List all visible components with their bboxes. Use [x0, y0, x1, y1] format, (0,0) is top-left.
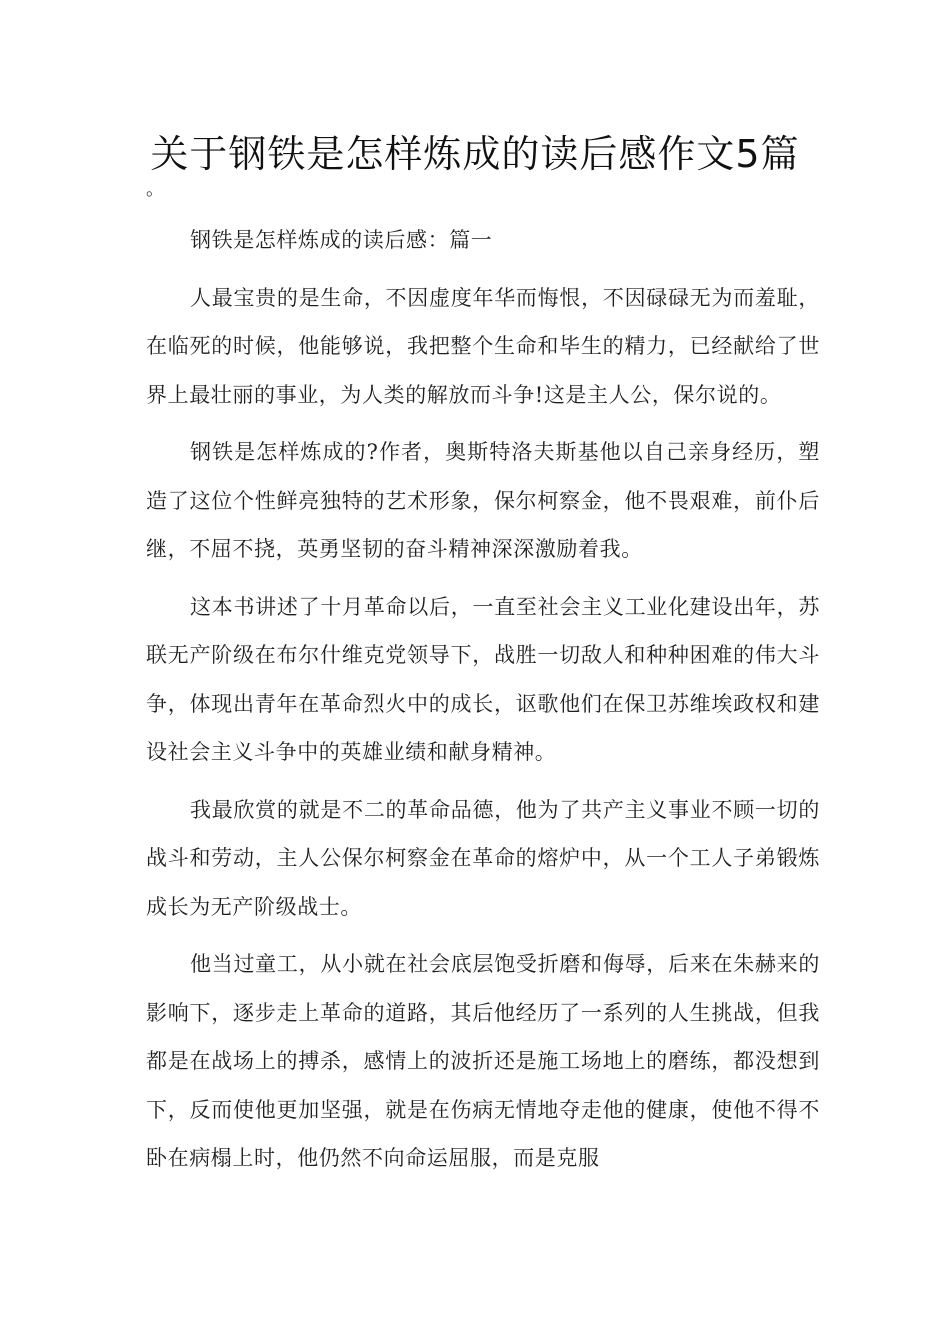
section-heading: 钢铁是怎样炼成的读后感：篇一 — [190, 228, 493, 252]
body-paragraph: 我最欣赏的就是不二的革命品德，他为了共产主义事业不顾一切的战斗和劳动，主人公保尔柯察金在革命的熔炉中，从一个工人子弟锻炼成长为无产阶级战士。 — [146, 797, 820, 919]
body-paragraph: 人最宝贵的是生命，不因虚度年华而悔恨，不因碌碌无为而羞耻，在临死的时候，他能够说，我把整个生命和毕生的精力，已经献给了世界上最壮丽的事业，为人类的解放而斗争!这是主人公，保尔说的。 — [146, 285, 820, 407]
body-paragraph: 钢铁是怎样炼成的?作者，奥斯特洛夫斯基他以自己亲身经历，塑造了这位个性鲜亮独特的艺术形象，保尔柯察金，他不畏艰难，前仆后继，不屈不挠，英勇坚韧的奋斗精神深深激励着我。 — [146, 440, 820, 561]
document-title: 关于钢铁是怎样炼成的读后感作文5篇 — [150, 132, 800, 176]
body-paragraph: 他当过童工，从小就在社会底层饱受折磨和侮辱，后来在朱赫来的影响下，逐步走上革命的道路，其后他经历了一系列的人生挑战，但我都是在战场上的搏杀，感情上的波折还是施工场地上的磨练，都没想到下，反而使他更加坚强，就是在伤病无情地夺走他的健康，使他不得不卧在病榻上时，他仍然不向命运屈服，而是克服 — [146, 952, 820, 1170]
body-paragraph: 这本书讲述了十月革命以后，一直至社会主义工业化建设出年，苏联无产阶级在布尔什维克党领导下，战胜一切敌人和种种困难的伟大斗争，体现出青年在革命烈火中的成长，讴歌他们在保卫苏维埃政权和建设社会主义斗争中的英雄业绩和献身精神。 — [146, 594, 820, 764]
title-punctuation: 。 — [146, 179, 164, 200]
